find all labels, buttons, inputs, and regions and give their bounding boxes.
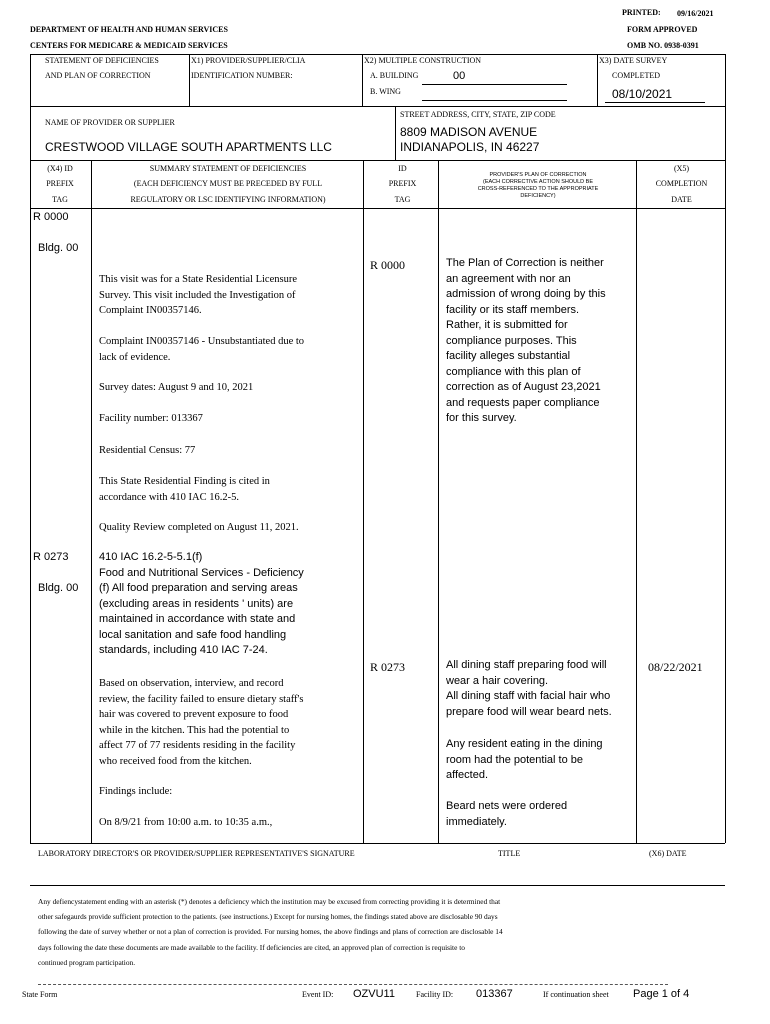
plan-line: The Plan of Correction is neither <box>446 257 604 269</box>
facility-id-value: 013367 <box>476 988 513 1000</box>
right-border <box>725 54 726 843</box>
department-heading: DEPARTMENT OF HEALTH AND HUMAN SERVICES <box>30 25 228 34</box>
id-header-1: ID <box>398 164 407 173</box>
summary-line: This visit was for a State Residential Licensure <box>99 274 297 285</box>
summary-header-3: REGULATORY OR LSC IDENTIFYING INFORMATION) <box>130 195 326 204</box>
identification-number-label: IDENTIFICATION NUMBER: <box>191 71 293 80</box>
plan-line: compliance with this plan of <box>446 365 581 378</box>
continuation-label: If continuation sheet <box>543 990 609 999</box>
signature-label: LABORATORY DIRECTOR'S OR PROVIDER/SUPPLIER REPRESENTATIVE'S SIGNATURE <box>38 849 355 858</box>
summary-line: hair was covered to prevent exposure to food <box>99 709 289 720</box>
summary-line: accordance with 410 IAC 16.2-5. <box>99 491 239 503</box>
printed-label: PRINTED: <box>622 8 661 17</box>
plan-line: Rather, it is submitted for <box>446 319 568 331</box>
wing-label: B. WING <box>370 87 401 96</box>
street-address-line1: 8809 MADISON AVENUE <box>400 125 538 139</box>
wing-underline <box>422 100 567 101</box>
state-form-label: State Form <box>22 990 58 999</box>
plan-header-2: (EACH CORRECTIVE ACTION SHOULD BE <box>482 179 594 185</box>
x4-header-3: TAG <box>52 195 68 204</box>
id-header-2: PREFIX <box>388 179 417 188</box>
plan-line: admission of wrong doing by this <box>446 288 606 300</box>
plan-line: an agreement with nor an <box>446 272 571 285</box>
summary-header-2: (EACH DEFICIENCY MUST BE PRECEDED BY FULL <box>133 179 323 188</box>
plan-of-correction-label: AND PLAN OF CORRECTION <box>45 71 151 80</box>
plan-header-4: DEFICIENCY) <box>520 193 556 199</box>
completion-date-r0273: 08/22/2021 <box>648 660 703 674</box>
plan-of-correction-r0000 <box>446 256 634 427</box>
summary-line: affect 77 of 77 residents residing in the facility <box>99 740 296 751</box>
printed-date: 09/16/2021 <box>677 9 714 18</box>
footnote-line: continued program participation. <box>38 957 136 967</box>
plan-header <box>440 172 636 200</box>
x5-header-3: DATE <box>671 195 692 204</box>
divider-plan <box>636 160 637 843</box>
summary-facility-number: Facility number: 013367 <box>99 413 203 424</box>
plan-of-correction-r0273-a <box>446 658 634 720</box>
event-id-value: OZVU11 <box>353 988 395 1000</box>
omb-number: OMB NO. 0938-0391 <box>627 41 699 50</box>
x5-header-1: (X5) <box>673 164 690 173</box>
summary-header-1: SUMMARY STATEMENT OF DEFICIENCIES <box>149 164 307 173</box>
summary-complaint <box>99 334 361 365</box>
plan-header-1: PROVIDER'S PLAN OF CORRECTION <box>489 172 587 178</box>
building-r0273: Bldg. 00 <box>38 582 79 594</box>
regulation-line: 410 IAC 16.2-5-5.1(f) <box>99 551 203 563</box>
footer-rule <box>38 984 668 985</box>
plan-line: facility alleges substantial <box>446 350 571 362</box>
column-header-rule <box>30 208 725 209</box>
summary-line: who received food from the kitchen. <box>99 755 252 767</box>
divider-x2 <box>362 54 363 106</box>
street-address-line2: INDIANAPOLIS, IN 46227 <box>400 140 540 154</box>
plan-of-correction-r0273-b <box>446 737 634 784</box>
summary-findings-basis <box>99 676 361 769</box>
tag-r0273: R 0273 <box>33 551 69 563</box>
plan-line: compliance purposes. This <box>446 334 577 347</box>
summary-census: Residential Census: 77 <box>99 445 196 456</box>
building-value: 00 <box>453 70 466 82</box>
provider-name-value: CRESTWOOD VILLAGE SOUTH APARTMENTS LLC <box>45 140 332 154</box>
provider-name-label: NAME OF PROVIDER OR SUPPLIER <box>45 118 175 127</box>
plan-line: room had the potential to be <box>446 753 583 766</box>
plan-header-3: CROSS-REFERENCED TO THE APPROPRIATE <box>477 186 599 192</box>
divider-id <box>438 160 439 843</box>
summary-visit <box>99 272 361 319</box>
x4-header-2: PREFIX <box>46 179 74 188</box>
divider-x1 <box>189 54 190 106</box>
regulation-line: local sanitation and safe food handling <box>99 628 287 641</box>
plan-line: All dining staff with facial hair who <box>446 690 611 702</box>
summary-findings-include: Findings include: <box>99 786 173 797</box>
summary-line: while in the kitchen. This had the potential to <box>99 724 290 736</box>
x1-label: X1) PROVIDER/SUPPLIER/CLIA <box>191 56 306 65</box>
table-bottom-rule <box>30 843 725 844</box>
x2-label: X2) MULTIPLE CONSTRUCTION <box>364 56 482 65</box>
regulation-line: standards, including 410 IAC 7-24. <box>99 644 268 656</box>
divider-prefix <box>91 160 92 843</box>
signature-rule <box>30 885 725 886</box>
top-rule <box>30 54 725 55</box>
plan-line: correction as of August 23,2021 <box>446 381 601 393</box>
divider-summary <box>363 160 364 843</box>
summary-line: This State Residential Finding is cited in <box>99 476 270 487</box>
statement-label: STATEMENT OF DEFICIENCIES <box>45 56 159 65</box>
summary-line: lack of evidence. <box>99 351 171 363</box>
plan-line: wear a hair covering. <box>446 674 549 687</box>
plan-line: All dining staff preparing food will <box>446 659 607 671</box>
title-label: TITLE <box>498 849 521 858</box>
regulation-line: (excluding areas in residents ' units) are <box>99 597 294 610</box>
building-label: A. BUILDING <box>370 71 419 80</box>
tag-r0273-plan: R 0273 <box>370 660 406 674</box>
footnote-line: Any defiencystatement ending with an asterisk (*) denotes a deficiency which the institution may be excused from correcting providing it is determined that <box>38 897 501 906</box>
plan-line: and requests paper compliance <box>446 396 600 409</box>
page-number: Page 1 of 4 <box>633 988 690 1000</box>
date-label: (X6) DATE <box>649 849 687 858</box>
plan-line: facility or its staff members. <box>446 303 580 316</box>
regulation-line: (f) All food preparation and serving areas <box>99 582 298 594</box>
x5-header-2: COMPLETION <box>655 179 708 188</box>
footnote-line: other safegaurds provide sufficient protection to the patients. (see instructions.) Except for nursing homes, the findings stated above are disclosable 90 days <box>38 912 498 922</box>
completed-label: COMPLETED <box>612 71 660 80</box>
centers-heading: CENTERS FOR MEDICARE & MEDICAID SERVICES <box>30 41 228 50</box>
summary-line: Based on observation, interview, and record <box>99 678 284 689</box>
id-header-3: TAG <box>394 195 411 204</box>
provider-rule <box>30 160 725 161</box>
survey-completed-date: 08/10/2021 <box>612 87 673 101</box>
tag-r0000: R 0000 <box>33 211 69 223</box>
plan-line: Any resident eating in the dining <box>446 738 603 750</box>
divider-x3 <box>597 54 598 106</box>
plan-line: immediately. <box>446 815 507 828</box>
street-address-label: STREET ADDRESS, CITY, STATE, ZIP CODE <box>400 110 556 119</box>
plan-line: for this survey. <box>446 412 517 424</box>
summary-line: Complaint IN00357146 - Unsubstantiated due to <box>99 336 305 347</box>
disclaimer-footnote <box>38 894 728 970</box>
facility-id-label: Facility ID: <box>416 990 454 999</box>
summary-finding-citation <box>99 474 361 505</box>
footnote-line: days following the date these documents are made available to the facility. If deficiencies are cited, an approved plan of correction is requisite to <box>38 942 465 952</box>
divider-address <box>395 106 396 160</box>
regulation-r0273 <box>99 550 361 659</box>
regulation-line: Food and Nutritional Services - Deficiency <box>99 566 304 579</box>
plan-of-correction-r0273-c <box>446 799 634 830</box>
summary-line: Survey. This visit included the Investigation of <box>99 289 296 301</box>
date-underline <box>605 102 705 103</box>
event-id-label: Event ID: <box>302 990 334 999</box>
mid-rule <box>30 106 725 107</box>
building-underline <box>422 84 567 85</box>
summary-observation-time: On 8/9/21 from 10:00 a.m. to 10:35 a.m., <box>99 817 273 828</box>
form-approved: FORM APPROVED <box>627 25 698 34</box>
tag-r0000-plan: R 0000 <box>370 258 406 272</box>
footnote-line: following the date of survey whether or not a plan of correction is provided. For nursing homes, the above findings and plans of correction are disclosable 14 <box>38 927 503 937</box>
summary-line: review, the facility failed to ensure dietary staff's <box>99 693 304 705</box>
summary-line: Complaint IN00357146. <box>99 305 202 316</box>
plan-line: affected. <box>446 769 488 781</box>
x4-header-1: (X4) ID <box>47 164 73 173</box>
summary-quality-review: Quality Review completed on August 11, 2021. <box>99 522 299 533</box>
building-r0000: Bldg. 00 <box>38 242 79 254</box>
plan-line: Beard nets were ordered <box>446 800 568 812</box>
x3-label: X3) DATE SURVEY <box>599 56 668 65</box>
regulation-line: maintained in accordance with state and <box>99 613 296 625</box>
plan-line: prepare food will wear beard nets. <box>446 705 612 718</box>
summary-survey-dates: Survey dates: August 9 and 10, 2021 <box>99 382 254 393</box>
